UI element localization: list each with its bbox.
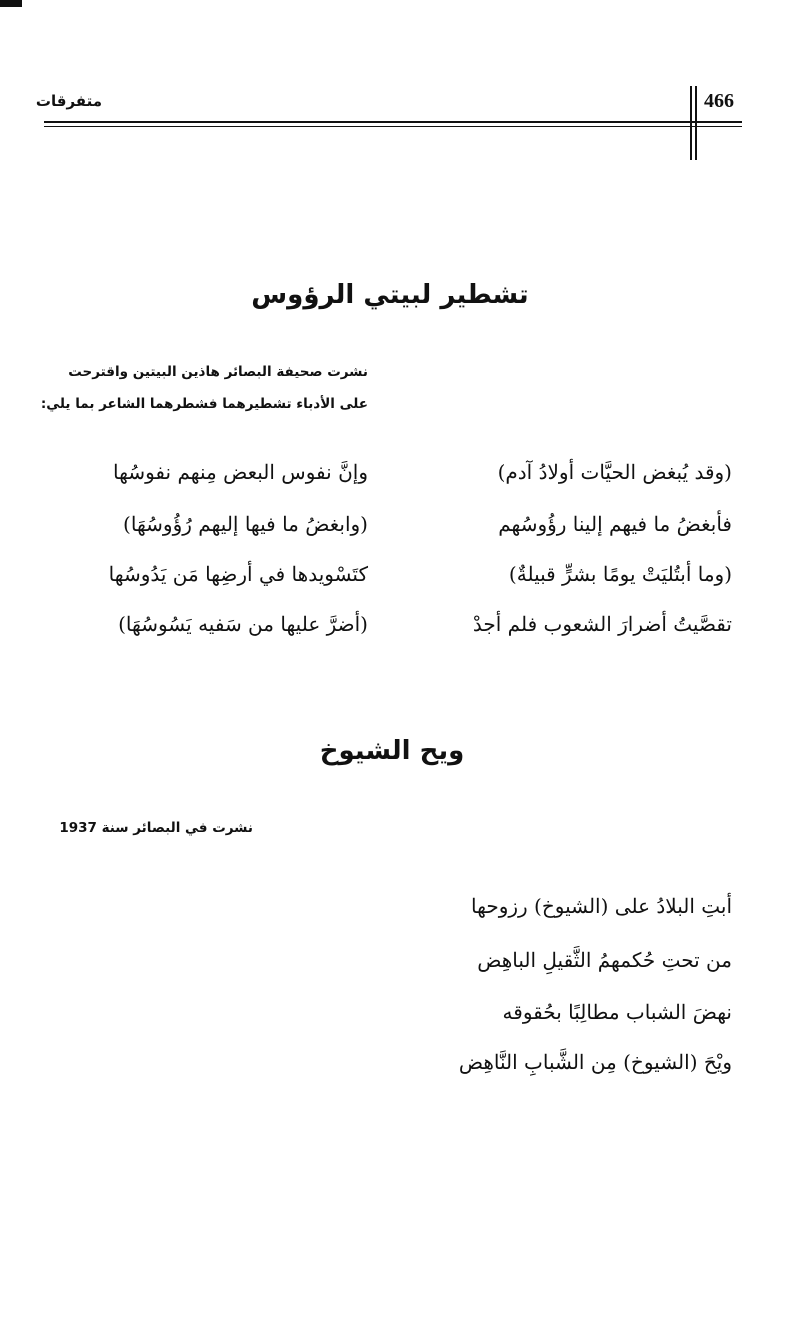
corner-mark [0, 0, 22, 7]
stanza-line: أبتِ البلادُ على (الشيوخ) رزوحها [471, 894, 732, 918]
header-vertical-bar [695, 86, 697, 160]
verse-second-hemistich: كتَسْويدها في أرضِها مَن يَدُوسُها [108, 562, 368, 586]
header-rule-thin [44, 126, 742, 127]
verse-second-hemistich: (وابغضُ ما فيها إليهم رُؤُوسُهَا) [123, 512, 368, 536]
verse-first-hemistich: فأبغضُ ما فيهم إلينا رؤُوسُهم [498, 512, 732, 536]
running-head: متفرقات [35, 92, 102, 110]
section1-title: تشطير لبيتي الرؤوس [251, 280, 529, 310]
verse-first-hemistich: (وقد يُبغض الحيَّات أولادُ آدم) [497, 460, 732, 484]
stanza-line: ويْحَ (الشيوخ) مِن الشَّبابِ النَّاهِض [458, 1050, 732, 1074]
stanza-line: نهضَ الشباب مطالِبًا بحُقوقه [502, 1000, 732, 1024]
verse-second-hemistich: وإنَّ نفوس البعض مِنهم نفوسُها [113, 460, 368, 484]
section2-title: ويح الشيوخ [319, 736, 465, 766]
verse-first-hemistich: (وما أبتُليَتْ يومًا بشرٍّ قبيلةٌ) [508, 562, 732, 586]
section1-intro-line: على الأدباء تشطيرهما فشطرهما الشاعر بما يلي: [40, 396, 368, 412]
section1-intro-line: نشرت صحيفة البصائر هاذين البيتين واقترحت [68, 364, 368, 380]
verse-second-hemistich: (أضرَّ عليها من سَفيه يَسُوسُهَا) [118, 612, 368, 636]
section2-intro: نشرت في البصائر سنة 1937 [59, 820, 253, 836]
verse-first-hemistich: تقصَّيتُ أضرارَ الشعوب فلم أجدْ [472, 612, 732, 636]
stanza-line: من تحتِ حُكمهمُ الثَّقيلِ الباهِض [477, 948, 732, 972]
header-rule [44, 121, 742, 123]
page-number: 466 [704, 90, 734, 112]
header-vertical-bar [690, 86, 692, 160]
